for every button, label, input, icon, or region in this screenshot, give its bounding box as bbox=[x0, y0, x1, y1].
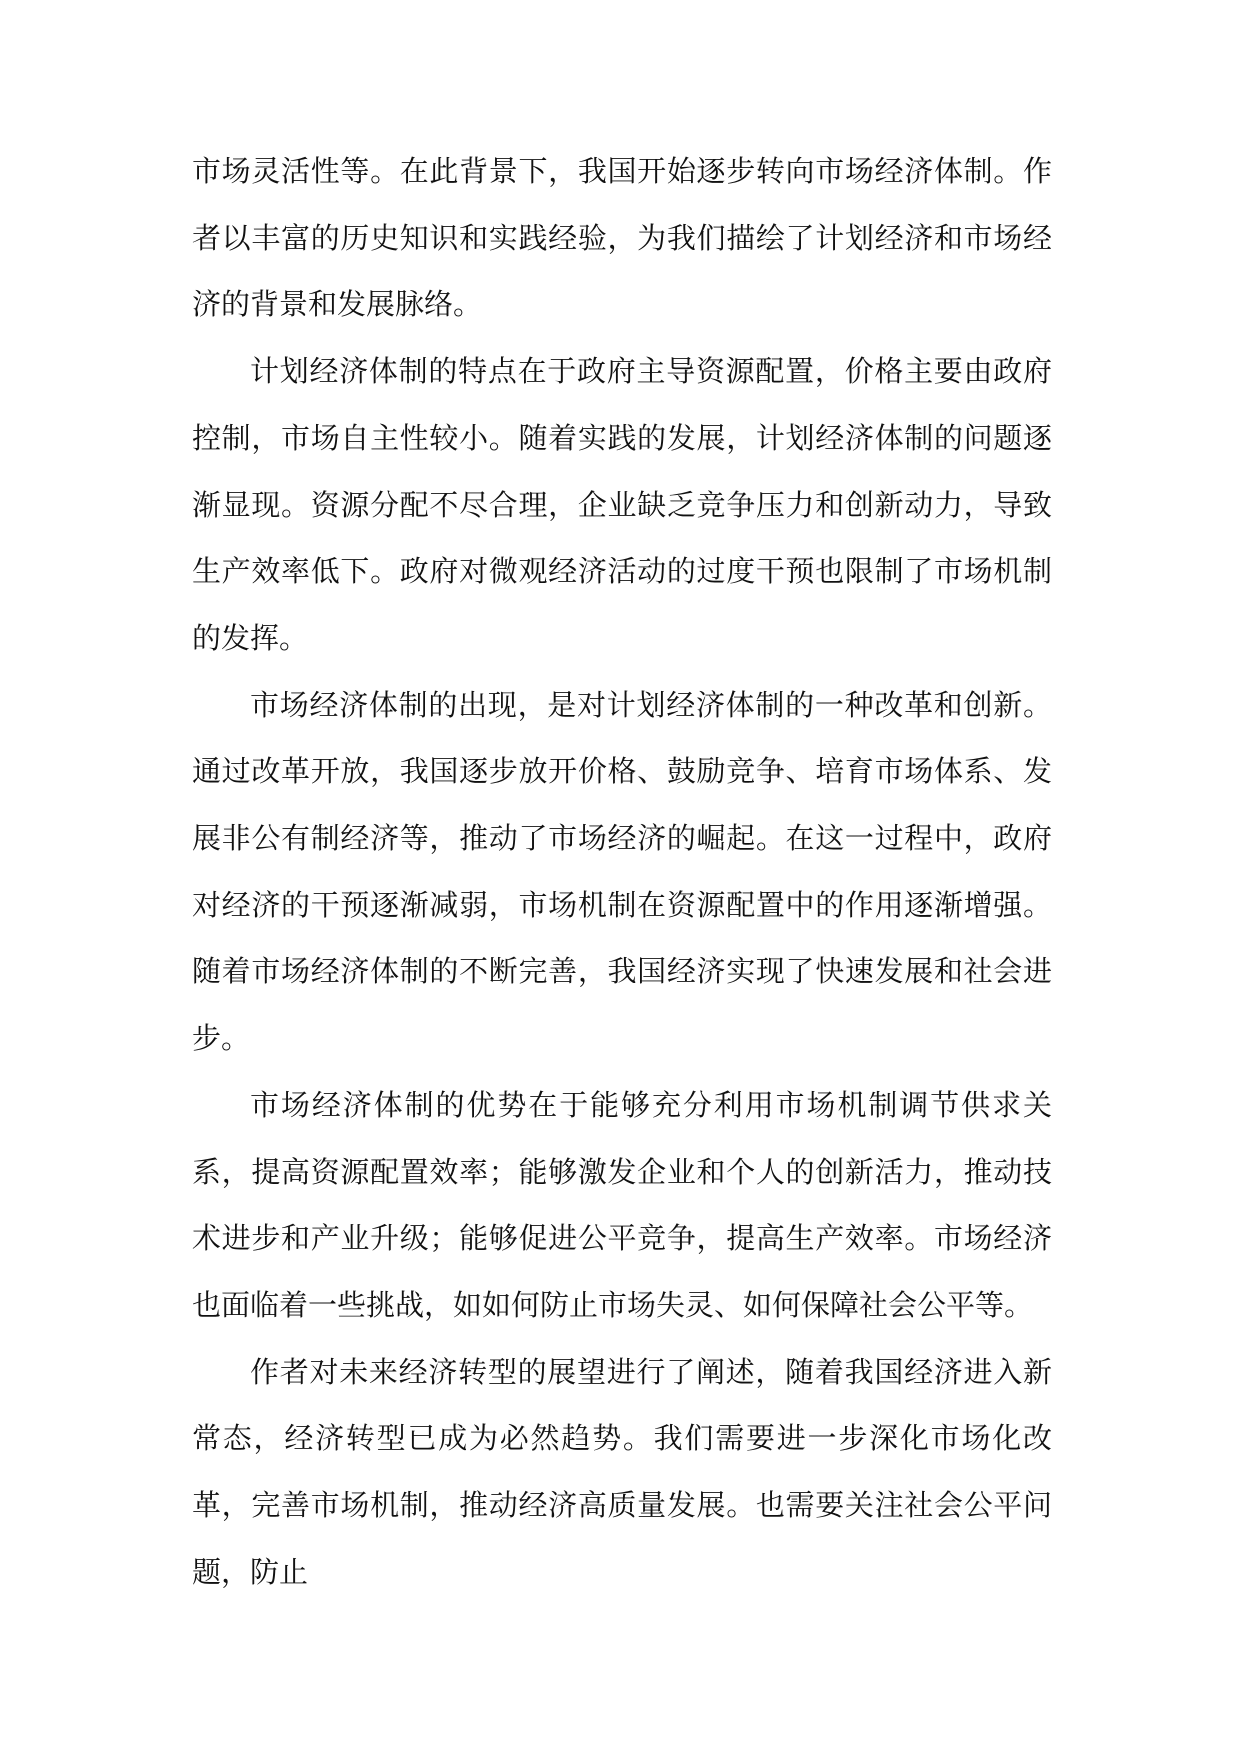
paragraph-continued: 市场灵活性等。在此背景下，我国开始逐步转向市场经济体制。作者以丰富的历史知识和实践经验，为我们描绘了计划经济和市场经济的背景和发展脉络。 bbox=[192, 154, 1052, 322]
paragraph-planned-economy: 计划经济体制的特点在于政府主导资源配置，价格主要由政府控制，市场自主性较小。随着实践的发展，计划经济体制的问题逐渐显现。资源分配不尽合理，企业缺乏竞争压力和创新动力，导致生产效率低下。政府对微观经济活动的过度干预也限制了市场机制的发挥。 bbox=[192, 354, 1052, 655]
paragraph-future-outlook: 作者对未来经济转型的展望进行了阐述，随着我国经济进入新常态，经济转型已成为必然趋势。我们需要进一步深化市场化改革，完善市场机制，推动经济高质量发展。也需要关注社会公平问题，防止 bbox=[192, 1354, 1052, 1589]
paragraph-market-economy-advantages: 市场经济体制的优势在于能够充分利用市场机制调节供求关系，提高资源配置效率；能够激发企业和个人的创新活力，推动技术进步和产业升级；能够促进公平竞争，提高生产效率。市场经济也面临着一些挑战，如如何防止市场失灵、如何保障社会公平等。 bbox=[192, 1087, 1052, 1322]
document-body bbox=[192, 138, 1052, 1605]
paragraph-market-economy-emergence: 市场经济体制的出现，是对计划经济体制的一种改革和创新。通过改革开放，我国逐步放开价格、鼓励竞争、培育市场体系、发展非公有制经济等，推动了市场经济的崛起。在这一过程中，政府对经济的干预逐渐减弱，市场机制在资源配置中的作用逐渐增强。随着市场经济体制的不断完善，我国经济实现了快速发展和社会进步。 bbox=[192, 687, 1052, 1056]
